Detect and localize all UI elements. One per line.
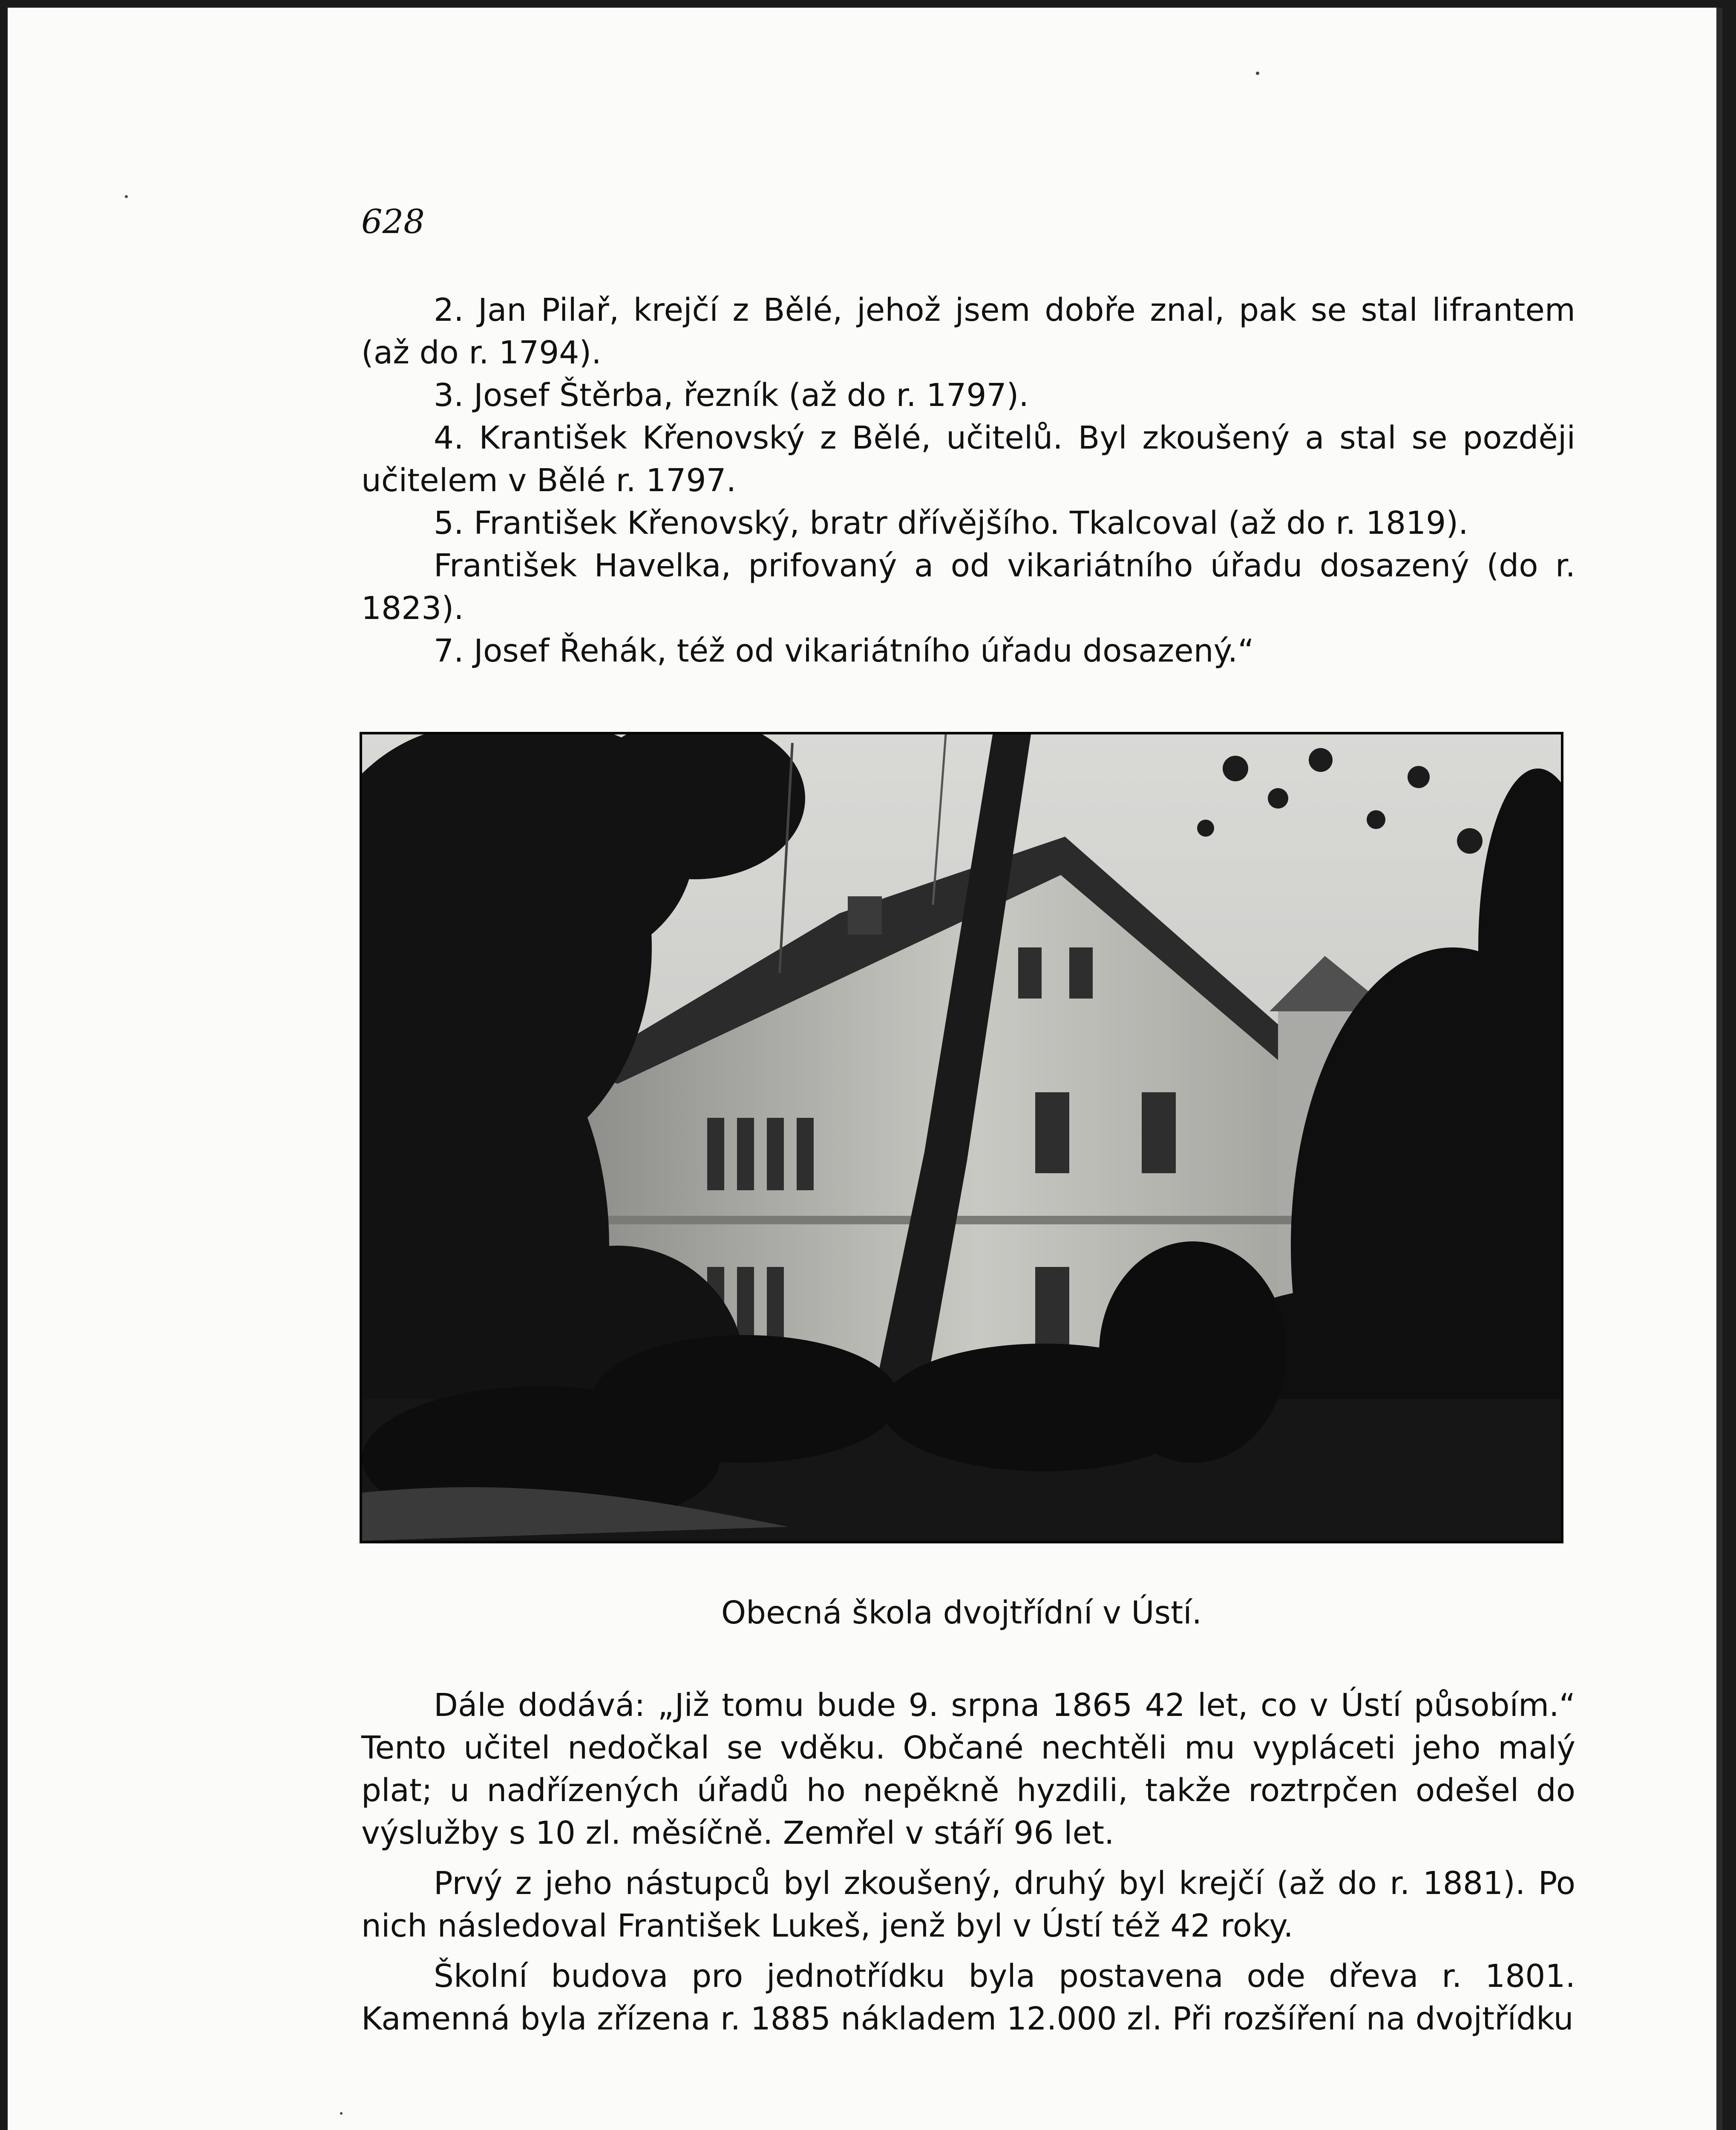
paragraph: 5. František Křenovský, bratr dřívějšího. Tkalcoval (až do r. 1819). — [434, 505, 1468, 541]
paragraph: 2. Jan Pilař, krejčí z Bělé, jehož jsem dobře znal, pak se stal lifrantem (až do r. 1794). — [361, 292, 1575, 371]
paragraph: 3. Josef Štěrba, řezník (až do r. 1797). — [434, 377, 1029, 414]
page-sheet — [8, 8, 1722, 2130]
figure-caption: Obecná škola dvojtřídní v Ústí. — [721, 1595, 1202, 1631]
page-number: 628 — [361, 203, 425, 241]
paragraph: Školní budova pro jednotřídku byla postavena ode dřeva r. 1801. Kamenná byla zřízena r. 1885 nákladem 12.000 zl. Při rozšíření na dvojtřídku — [361, 1958, 1575, 2037]
chimney — [848, 896, 882, 935]
paragraph: František Havelka, prifovaný a od vikariátního úřadu dosazený (do r. 1823). — [361, 547, 1575, 627]
paragraph: Dále dodává: „Již tomu bude 9. srpna 1865 42 let, co v Ústí působím.“ Tento učitel nedočkal se vděku. Občané nechtěli mu vypláceti jeho malý plat; u nadřízených úřadů ho nepěkně hyzdili, takže roztrpčen odešel do výslužby s 10 zl. měsíčně. Zemřel v stáří 96 let. — [361, 1687, 1575, 1851]
paragraph: 4. Krantišek Křenovský z Bělé, učitelů. Byl zkoušený a stal se později učitelem v Bělé r. 1797. — [361, 420, 1575, 499]
bottom-text-block — [361, 1684, 1575, 2040]
paragraph: Prvý z jeho nástupců byl zkoušený, druhý byl krejčí (až do r. 1881). Po nich následoval František Lukeš, jenž byl v Ústí též 42 roky. — [361, 1865, 1575, 1944]
top-text-block — [361, 289, 1575, 672]
scan-speck — [1256, 72, 1259, 75]
school-photograph-illustration — [362, 734, 1561, 1541]
scan-speck — [340, 2112, 343, 2115]
scan-speck — [125, 195, 128, 198]
school-photograph — [360, 732, 1563, 1543]
paragraph: 7. Josef Řehák, též od vikariátního úřadu dosazený.“ — [434, 633, 1254, 669]
